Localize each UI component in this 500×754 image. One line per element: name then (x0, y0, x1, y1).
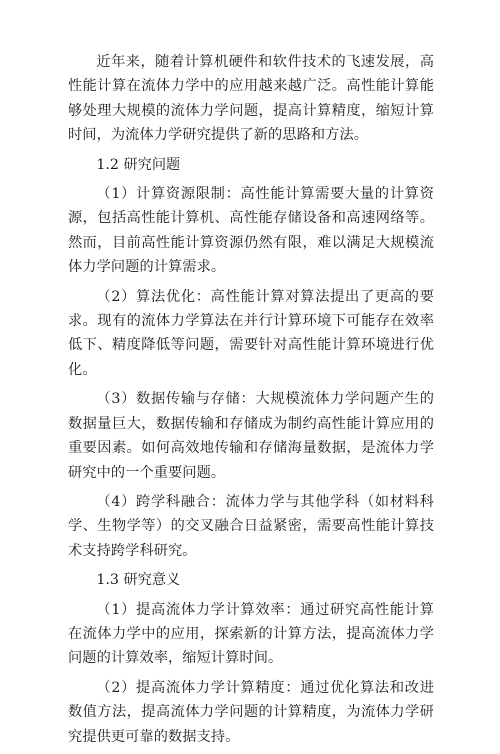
document-page (68, 50, 434, 754)
intro-paragraph: 近年来，随着计算机硬件和软件技术的飞速发展，高性能计算在流体力学中的应用越来越广泛。高性能计算能够处理大规模的流体力学问题，提高计算精度，缩短计算时间，为流体力学研究提供了新的思路和方法。 (68, 54, 434, 144)
research-question-2: （2）算法优化：高性能计算对算法提出了更高的要求。现有的流体力学算法在并行计算环境下可能存在效率低下、精度降低等问题，需要针对高性能计算环境进行优化。 (68, 288, 434, 378)
section-heading-research-significance: 1.3 研究意义 (96, 572, 181, 589)
research-question-4: （4）跨学科融合：流体力学与其他学科（如材料科学、生物学等）的交叉融合日益紧密，需要高性能计算技术支持跨学科研究。 (68, 493, 434, 559)
research-significance-1: （1）提高流体力学计算效率：通过研究高性能计算在流体力学中的应用，探索新的计算方法，提高流体力学问题的计算效率，缩短计算时间。 (68, 601, 434, 667)
research-question-1: （1）计算资源限制：高性能计算需要大量的计算资源，包括高性能计算机、高性能存储设备和高速网络等。然而，目前高性能计算资源仍然有限，难以满足大规模流体力学问题的计算需求。 (68, 186, 434, 276)
research-question-3: （3）数据传输与存储：大规模流体力学问题产生的数据量巨大，数据传输和存储成为制约高性能计算应用的重要因素。如何高效地传输和存储海量数据，是流体力学研究中的一个重要问题。 (68, 391, 434, 481)
research-significance-2: （2）提高流体力学计算精度：通过优化算法和改进数值方法，提高流体力学问题的计算精度，为流体力学研究提供更可靠的数据支持。 (68, 679, 434, 745)
section-heading-research-questions: 1.2 研究问题 (96, 156, 181, 173)
